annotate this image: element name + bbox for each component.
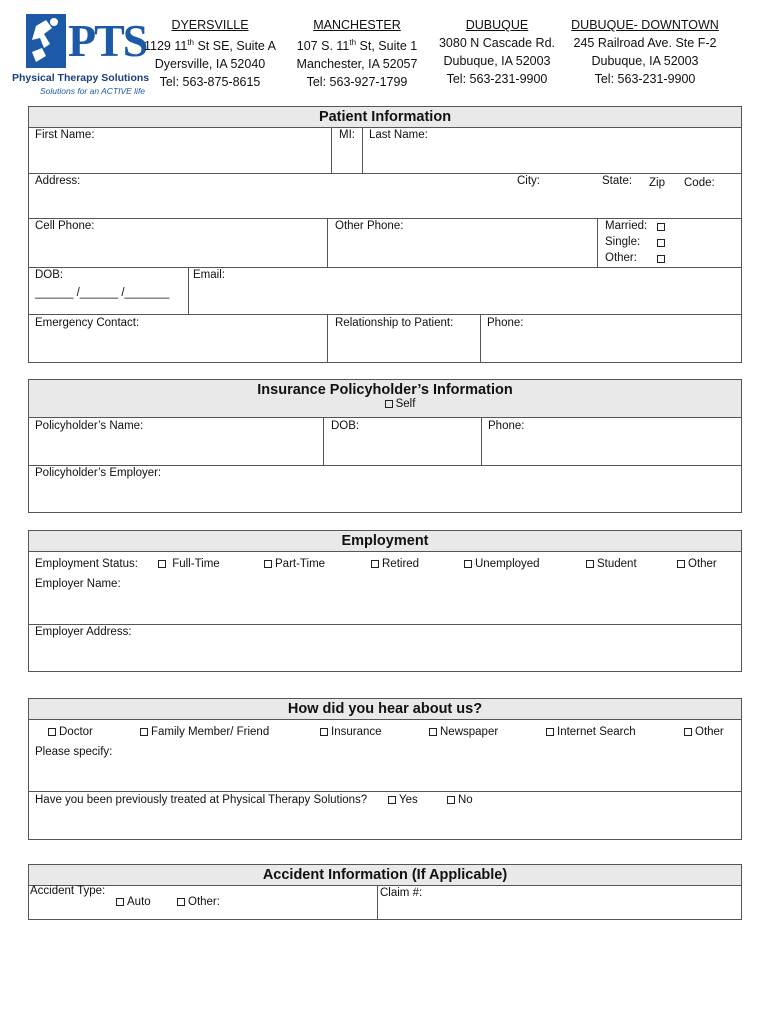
logo-tagline: Solutions for an ACTIVE life: [40, 86, 146, 96]
hear-option-doctor[interactable]: [48, 726, 93, 738]
accident-auto-option[interactable]: [116, 896, 151, 908]
policyholder-employer-label: Policyholder’s Employer:: [35, 467, 162, 479]
option-label: No: [458, 794, 473, 806]
section-title: Employment: [341, 533, 429, 549]
location-phone: Tel: 563-875-8615: [159, 75, 261, 90]
employment-option-retired[interactable]: [371, 558, 419, 570]
location-dyersville: [140, 16, 280, 91]
checkbox[interactable]: [320, 728, 328, 736]
employment-option-other[interactable]: [677, 558, 717, 570]
hear-option-internet[interactable]: [546, 726, 636, 738]
single-checkbox[interactable]: [657, 239, 665, 247]
location-name: MANCHESTER: [313, 18, 401, 32]
married-checkbox[interactable]: [657, 223, 665, 231]
patient-section-header: [28, 106, 742, 128]
dob-input[interactable]: ______ /______ /_______: [35, 287, 170, 299]
checkbox[interactable]: [48, 728, 56, 736]
hear-option-insurance[interactable]: [320, 726, 382, 738]
accident-section-header: [28, 864, 742, 886]
section-title: How did you hear about us?: [287, 701, 483, 717]
yes-checkbox[interactable]: [388, 796, 396, 804]
checkbox[interactable]: [371, 560, 379, 568]
auto-checkbox[interactable]: [116, 898, 124, 906]
runner-logo-icon: [24, 12, 68, 70]
hear-section-header: [28, 698, 742, 720]
emergency-phone-label: Phone:: [487, 317, 524, 329]
employment-section-header: [28, 530, 742, 552]
checkbox[interactable]: [586, 560, 594, 568]
email-label: Email:: [193, 269, 225, 281]
section-title: Patient Information: [318, 109, 452, 125]
location-dubuque-downtown: [566, 16, 724, 88]
employer-address-field[interactable]: [29, 625, 741, 671]
employment-option-student[interactable]: [586, 558, 637, 570]
hear-option-newspaper[interactable]: [429, 726, 498, 738]
option-label: Internet Search: [557, 726, 636, 738]
employment-option-part-time[interactable]: [264, 558, 325, 570]
location-address: 3080 N Cascade Rd.: [438, 36, 556, 50]
cell-phone-label: Cell Phone:: [35, 220, 95, 232]
insurance-section-header: [28, 379, 742, 418]
checkbox[interactable]: [546, 728, 554, 736]
location-address: 107 S. 11th St, Suite 1: [296, 38, 418, 54]
email-field[interactable]: [189, 268, 741, 313]
checkbox[interactable]: [677, 560, 685, 568]
location-manchester: [288, 16, 426, 91]
option-label: Student: [597, 558, 637, 570]
self-option[interactable]: [59, 398, 741, 410]
section-title: Insurance Policyholder’s Information: [257, 382, 513, 398]
location-address: 245 Railroad Ave. Ste F-2: [573, 36, 717, 50]
other-status-label: Other:: [605, 252, 637, 264]
option-label: Retired: [382, 558, 420, 570]
logo-letters: PTS: [68, 15, 147, 66]
state-label: State:: [602, 175, 633, 187]
checkbox[interactable]: [140, 728, 148, 736]
previously-treated-label: Have you been previously treated at Physical Therapy Solutions?: [35, 794, 368, 806]
policyholder-phone-label: Phone:: [488, 420, 525, 432]
option-label: Newspaper: [440, 726, 499, 738]
married-label: Married:: [605, 220, 648, 232]
no-checkbox[interactable]: [447, 796, 455, 804]
other-phone-label: Other Phone:: [335, 220, 404, 232]
zip-code-label: Code:: [684, 177, 715, 189]
option-label: Family Member/ Friend: [151, 726, 270, 738]
location-city: Dyersville, IA 52040: [154, 57, 266, 72]
checkbox[interactable]: [264, 560, 272, 568]
address-label: Address:: [35, 175, 81, 187]
employer-name-field[interactable]: [29, 576, 741, 623]
logo-name: Physical Therapy Solutions: [12, 72, 150, 84]
city-label: City:: [517, 175, 540, 187]
option-label: Doctor: [59, 726, 93, 738]
option-label: Insurance: [331, 726, 382, 738]
policyholder-dob-label: DOB:: [331, 420, 360, 432]
emergency-contact-label: Emergency Contact:: [35, 317, 140, 329]
location-dubuque: [432, 16, 562, 88]
employer-address-label: Employer Address:: [35, 626, 132, 638]
relationship-label: Relationship to Patient:: [335, 317, 454, 329]
claim-number-field[interactable]: [378, 886, 741, 919]
other-status-checkbox[interactable]: [657, 255, 665, 263]
logo: [10, 10, 150, 98]
checkbox[interactable]: [158, 560, 166, 568]
accident-other-option[interactable]: [177, 896, 220, 908]
location-city: Dubuque, IA 52003: [591, 54, 699, 68]
option-label: Other: [688, 558, 717, 570]
please-specify-field[interactable]: [29, 744, 741, 790]
self-checkbox[interactable]: [385, 400, 393, 408]
please-specify-label: Please specify:: [35, 746, 113, 758]
location-phone: Tel: 563-231-9900: [446, 72, 548, 86]
location-name: DYERSVILLE: [171, 18, 249, 32]
section-title: Accident Information (If Applicable): [262, 867, 508, 883]
dob-label: DOB:: [35, 269, 64, 281]
accident-type-label: Accident Type:: [30, 885, 106, 897]
location-phone: Tel: 563-231-9900: [594, 72, 696, 86]
location-name: DUBUQUE: [465, 18, 529, 32]
claim-number-label: Claim #:: [380, 887, 423, 899]
option-label: Full-Time: [172, 558, 220, 570]
checkbox[interactable]: [429, 728, 437, 736]
policyholder-name-label: Policyholder’s Name:: [35, 420, 144, 432]
location-name: DUBUQUE- DOWNTOWN: [571, 18, 719, 32]
other-checkbox[interactable]: [177, 898, 185, 906]
option-label: Other:: [188, 896, 220, 908]
employer-name-label: Employer Name:: [35, 578, 121, 590]
employment-option-full-time[interactable]: [158, 558, 220, 570]
hear-option-other[interactable]: [684, 726, 724, 738]
first-name-label: First Name:: [35, 129, 95, 141]
location-phone: Tel: 563-927-1799: [306, 75, 408, 90]
employment-option-unemployed[interactable]: [464, 558, 540, 570]
hear-option-family[interactable]: [140, 726, 269, 738]
previously-yes-option[interactable]: [388, 794, 418, 806]
self-label: Self: [395, 398, 416, 410]
option-label: Unemployed: [475, 558, 540, 570]
previously-no-option[interactable]: [447, 794, 473, 806]
mi-label: MI:: [339, 129, 355, 141]
location-city: Manchester, IA 52057: [296, 57, 418, 72]
option-label: Part-Time: [275, 558, 326, 570]
location-address: 1129 11th St SE, Suite A: [143, 38, 276, 54]
option-label: Yes: [399, 794, 418, 806]
checkbox[interactable]: [464, 560, 472, 568]
option-label: Other: [695, 726, 724, 738]
last-name-label: Last Name:: [369, 129, 428, 141]
zip-label: Zip: [649, 177, 665, 189]
single-label: Single:: [605, 236, 641, 248]
address-field[interactable]: [29, 174, 741, 217]
checkbox[interactable]: [684, 728, 692, 736]
location-city: Dubuque, IA 52003: [443, 54, 551, 68]
employment-status-label: Employment Status:: [35, 558, 138, 570]
option-label: Auto: [127, 896, 151, 908]
